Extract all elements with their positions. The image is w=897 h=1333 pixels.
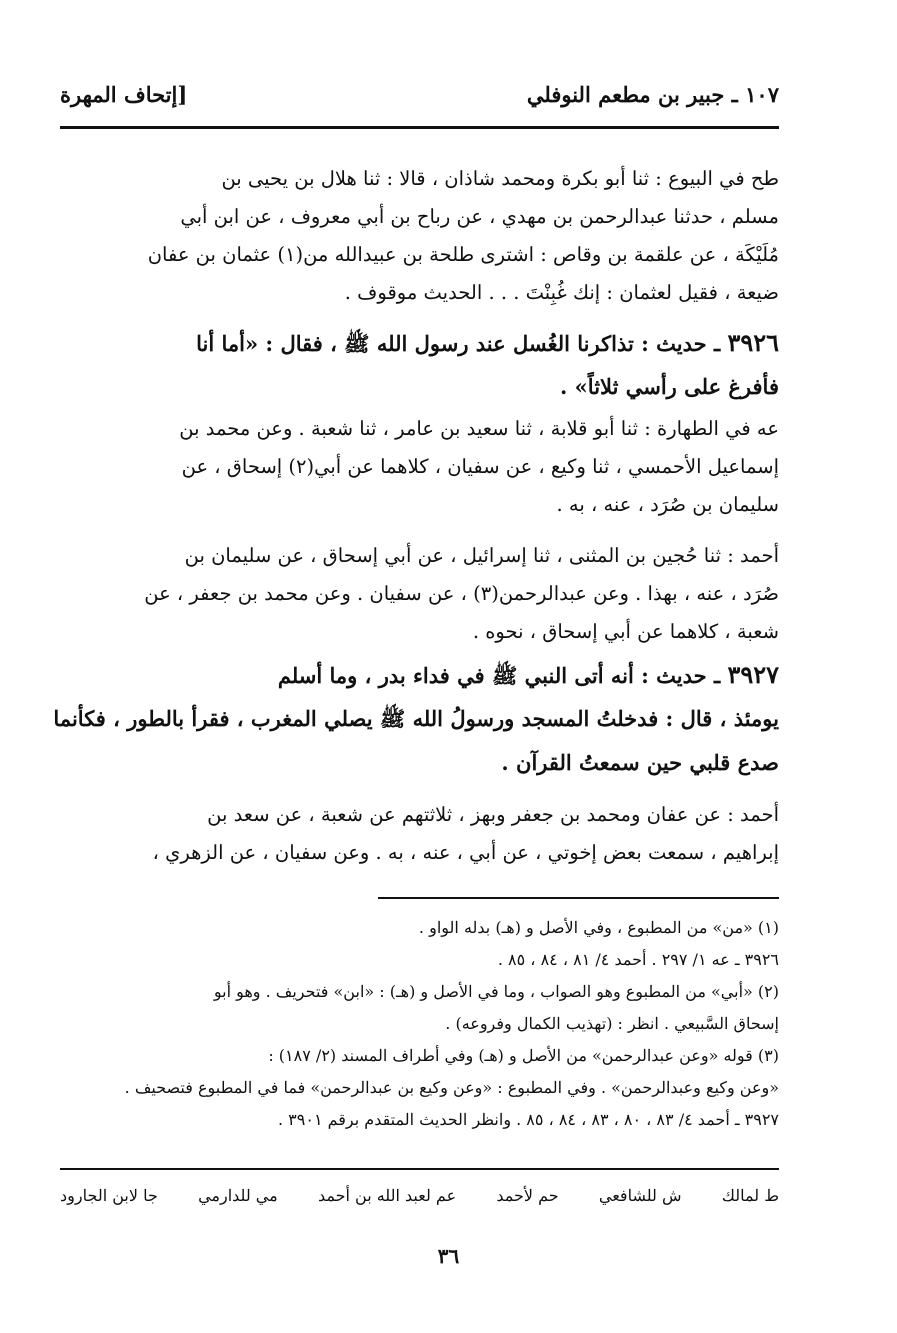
footnote-line: ٣٩٢٦ ـ عه ١/ ٢٩٧ . أحمد ٤/ ٨١ ، ٨٤ ، ٨٥ . xyxy=(497,950,779,969)
text-line: إبراهيم ، سمعت بعض إخوتي ، عن أبي ، عنه ، به . وعن سفيان ، عن الزهري ، xyxy=(152,841,779,864)
paragraph-tahawi xyxy=(64,160,779,312)
text-line: إسماعيل الأحمسي ، ثنا وكيع ، عن سفيان ، كلاهما عن أبي(٢) إسحاق ، عن xyxy=(181,455,779,478)
text-line: أحمد : عن عفان ومحمد بن جعفر وبهز ، ثلاثتهم عن شعبة ، عن سعد بن xyxy=(207,803,779,826)
paragraph-ahmad-1 xyxy=(64,537,779,651)
hadith-text: ـ حديث : أنه أتى النبي ﷺ في فداء بدر ، وما أسلم xyxy=(277,663,721,688)
page-number: ٣٦ xyxy=(437,1244,460,1268)
footnote-line: إسحاق السَّبيعي . انظر : (تهذيب الكمال وفروعه) . xyxy=(445,1014,779,1033)
text-line: ضيعة ، فقيل لعثمان : إنك غُبِنْتَ . . . الحديث موقوف . xyxy=(344,281,779,304)
hadith-number: ٣٩٢٧ xyxy=(727,660,779,689)
text-line: طح في البيوع : ثنا أبو بكرة ومحمد شاذان ، قالا : ثنا هلال بن يحيى بن xyxy=(221,167,779,190)
footnotes xyxy=(64,912,779,1136)
text-line: عه في الطهارة : ثنا أبو قلابة ، ثنا سعيد بن عامر ، ثنا شعبة . وعن محمد بن xyxy=(179,417,779,440)
siglum: عم لعبد الله بن أحمد xyxy=(317,1186,457,1205)
footnote-line: «وعن وكيع وعبدالرحمن» . وفي المطبوع : «وعن وكيع بن عبدالرحمن» فما في المطبوع فتصحيف . xyxy=(124,1078,779,1097)
hadith-heading-line xyxy=(64,653,779,697)
header-rule xyxy=(60,126,779,129)
footnote-rule xyxy=(378,897,779,899)
sigla-legend xyxy=(60,1186,779,1205)
text-line: صُرَد ، عنه ، بهذا . وعن عبدالرحمن(٣) ، عن سفيان . وعن محمد بن جعفر ، عن xyxy=(144,582,779,605)
hadith-text-line: يومئذ ، قال : فدخلتُ المسجد ورسولُ الله ﷺ يصلي المغرب ، فقرأ بالطور ، فكأنما xyxy=(53,706,779,731)
paragraph-ahmad-2 xyxy=(64,796,779,872)
footnote-line: (٢) «أبي» من المطبوع وهو الصواب ، وما في الأصل و (هـ) : «ابن» فتحريف . وهو أبو xyxy=(213,982,779,1001)
hadith-text-line: صدع قلبي حين سمعتُ القرآن . xyxy=(501,750,779,775)
text-line: مُلَيْكَة ، عن علقمة بن وقاص : اشترى طلحة بن عبيدالله من(١) عثمان بن عفان xyxy=(147,243,779,266)
hadith-heading-line xyxy=(64,322,779,366)
text-line: شعبة ، كلاهما عن أبي إسحاق ، نحوه . xyxy=(472,620,779,643)
text-line: أحمد : ثنا حُجين بن المثنى ، ثنا إسرائيل ، عن أبي إسحاق ، عن سليمان بن xyxy=(184,544,779,567)
hadith-text: ـ حديث : تذاكرنا الغُسل عند رسول الله ﷺ ، فقال : «أما أنا xyxy=(196,331,721,356)
text-line: مسلم ، حدثنا عبدالرحمن بن مهدي ، عن رباح بن أبي معروف ، عن ابن أبي xyxy=(180,205,779,228)
siglum: مي للدارمي xyxy=(198,1186,278,1205)
sigla-rule xyxy=(60,1168,779,1170)
siglum: ش للشافعي xyxy=(598,1186,682,1205)
paragraph-abu-awana xyxy=(64,410,779,524)
footnote-line: (١) «من» من المطبوع ، وفي الأصل و (هـ) بدله الواو . xyxy=(418,918,779,937)
running-head-book: [إتحاف المهرة xyxy=(60,82,188,107)
hadith-3926 xyxy=(64,322,779,410)
hadith-text-line: فأفرغ على رأسي ثلاثاً» . xyxy=(560,374,779,399)
text-line: سليمان بن صُرَد ، عنه ، به . xyxy=(556,493,779,516)
siglum: جا لابن الجارود xyxy=(60,1186,158,1205)
hadith-number: ٣٩٢٦ xyxy=(727,328,779,357)
siglum: حم لأحمد xyxy=(496,1186,559,1205)
hadith-3927 xyxy=(53,653,779,785)
footnote-line: ٣٩٢٧ ـ أحمد ٤/ ٨٣ ، ٨٠ ، ٨٣ ، ٨٤ ، ٨٥ . وانظر الحديث المتقدم برقم ٣٩٠١ . xyxy=(277,1110,779,1129)
footnote-line: (٣) قوله «وعن عبدالرحمن» من الأصل و (هـ) وفي أطراف المسند (٢/ ١٨٧) : xyxy=(268,1046,779,1065)
siglum: ط لمالك xyxy=(721,1186,779,1205)
running-head-chapter: ١٠٧ ـ جبير بن مطعم النوفلي xyxy=(526,82,779,107)
